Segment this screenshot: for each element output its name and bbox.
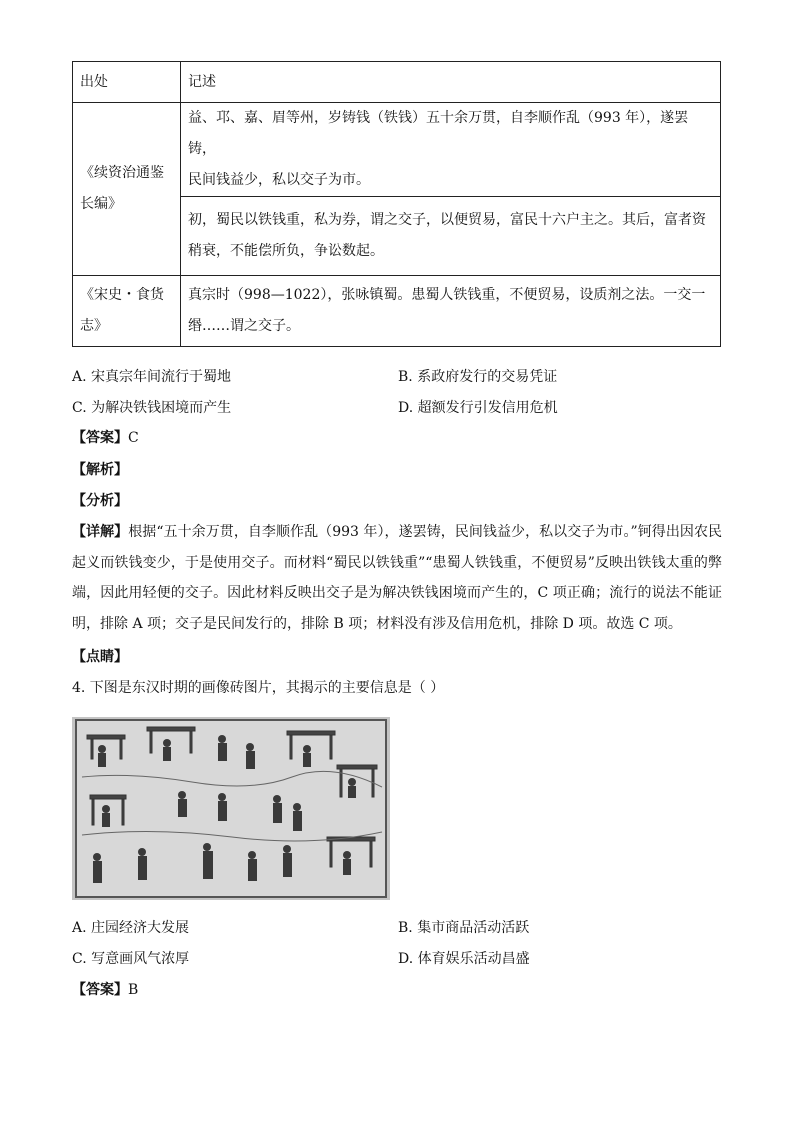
source-line: 长编》 xyxy=(80,196,122,212)
record-line: 稍衰，不能偿所负，争讼数起。 xyxy=(188,243,384,259)
q4-option-b: B. 集市商品活动活跃 xyxy=(398,920,530,936)
q3-option-d: D. 超额发行引发信用危机 xyxy=(398,400,558,416)
table-record-cell xyxy=(181,103,721,197)
q3-option-b: B. 系政府发行的交易凭证 xyxy=(398,369,558,385)
source-line: 《宋史・食货 xyxy=(80,287,164,303)
record-line: 真宗时（998—1022），张咏镇蜀。患蜀人铁钱重，不便贸易，设质剂之法。一交一 xyxy=(188,287,706,303)
q3-option-a: A. 宋真宗年间流行于蜀地 xyxy=(72,369,232,385)
q3-detail xyxy=(72,517,722,639)
source-table xyxy=(72,61,721,347)
q4-option-d: D. 体育娱乐活动昌盛 xyxy=(398,951,530,967)
q3-fenxi-label: 【分析】 xyxy=(72,493,128,509)
table-header-record: 记述 xyxy=(181,62,721,103)
answer-value: B xyxy=(128,982,139,998)
record-line: 益、邛、嘉、眉等州，岁铸钱（铁钱）五十余万贯，自李顺作乱（993 年），遂罢铸， xyxy=(188,110,689,157)
record-line: 缗……谓之交子。 xyxy=(188,318,300,334)
q3-answer xyxy=(72,428,139,448)
table-header-source: 出处 xyxy=(73,62,181,103)
detail-label: 【详解】 xyxy=(72,524,129,540)
q3-dianjing-label: 【点睛】 xyxy=(72,649,128,665)
record-line: 民间钱益少，私以交子为市。 xyxy=(188,172,370,188)
source-line: 《续资治通鉴 xyxy=(80,165,164,181)
table-record-cell xyxy=(181,197,721,276)
market-scene-illustration xyxy=(72,717,390,900)
han-brick-relief-image xyxy=(72,717,390,900)
q3-analysis-label: 【解析】 xyxy=(72,462,128,478)
answer-value: C xyxy=(128,430,139,446)
answer-label: 【答案】 xyxy=(72,982,128,998)
detail-text: 根据“五十余万贯，自李顺作乱（993 年），遂罢铸，民间钱益少，私以交子为市。”钶得出因农民起义而铁钱变少，于是使用交子。而材料“蜀民以铁钱重”“患蜀人铁钱重，不便贸易”反映出铁钱太重的弊端，因此用轻便的交子。因此材料反映出交子是为解决铁钱困境而产生的，C 项正确；流行的说法不能证明，排除 A 项；交子是民间发行的，排除 B 项；材料没有涉及信用危机，排除 D 项。故选 C 项。 xyxy=(72,524,722,632)
q4-option-c: C. 写意画风气浓厚 xyxy=(72,951,190,967)
answer-label: 【答案】 xyxy=(72,430,128,446)
table-record-cell xyxy=(181,276,721,347)
source-line: 志》 xyxy=(80,318,108,334)
q4-answer xyxy=(72,980,138,1000)
q3-option-c: C. 为解决铁钱困境而产生 xyxy=(72,400,232,416)
table-source-cell xyxy=(73,276,181,347)
q4-option-a: A. 庄园经济大发展 xyxy=(72,920,190,936)
record-line: 初，蜀民以铁钱重，私为券，谓之交子，以便贸易，富民十六户主之。其后，富者资 xyxy=(188,212,706,228)
q4-question: 4. 下图是东汉时期的画像砖图片，其揭示的主要信息是（ ） xyxy=(72,680,445,696)
table-source-cell xyxy=(73,103,181,276)
